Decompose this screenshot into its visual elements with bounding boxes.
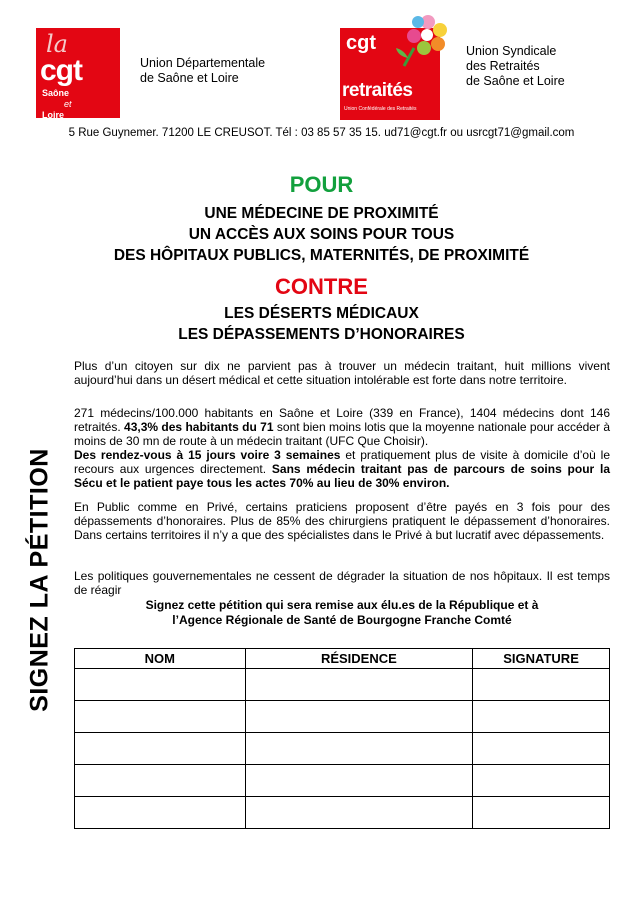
contre-heading: CONTRE [275, 274, 368, 299]
pour-line: DES HÔPITAUX PUBLICS, MATERNITÉS, DE PROXIMITÉ [113, 247, 530, 264]
logo-cgt-text: cgt [40, 54, 82, 87]
sign-instruction: Signez cette pétition qui sera remise aux élu.es de la République et à l’Agence Régionale de Santé de Bourgogne Franche Comté [145, 598, 539, 627]
signature-cell[interactable] [473, 797, 610, 829]
pour-demands [0, 203, 643, 266]
logo-la-text: la [46, 30, 68, 58]
nom-cell[interactable] [75, 701, 246, 733]
signature-cell[interactable] [473, 669, 610, 701]
column-header-residence: RÉSIDENCE [245, 649, 473, 669]
contre-line: LES DÉPASSEMENTS D’HONORAIRES [178, 326, 465, 343]
residence-cell[interactable] [245, 701, 473, 733]
logo-cgt-text: cgt [346, 32, 376, 54]
contact-address: 5 Rue Guynemer. 71200 LE CREUSOT. Tél : 03 85 57 35 15. ud71@cgt.fr ou usrcgt71@gmail.com [68, 127, 575, 139]
residence-cell[interactable] [245, 733, 473, 765]
nom-cell[interactable] [75, 733, 246, 765]
policy-paragraph: Les politiques gouvernementales ne cessent de dégrader la situation de nos hôpitaux. Il est temps de réagir [74, 569, 610, 597]
side-text: SIGNEZ LA PÉTITION [25, 448, 54, 712]
table-row [75, 701, 610, 733]
table-header-row [75, 649, 610, 669]
pour-line: UN ACCÈS AUX SOINS POUR TOUS [188, 226, 455, 243]
nom-cell[interactable] [75, 797, 246, 829]
contre-line: LES DÉSERTS MÉDICAUX [224, 305, 419, 322]
table-row [75, 669, 610, 701]
residence-cell[interactable] [245, 797, 473, 829]
logo-tagline: Union Confédérale des Retraités [344, 106, 417, 112]
pour-line: UNE MÉDECINE DE PROXIMITÉ [204, 205, 439, 222]
signature-cell[interactable] [473, 765, 610, 797]
signature-cell[interactable] [473, 701, 610, 733]
cgt-saone-et-loire-logo [36, 28, 120, 118]
pour-heading: POUR [289, 172, 354, 197]
nom-cell[interactable] [75, 765, 246, 797]
contre-demands [0, 303, 643, 345]
table-row [75, 733, 610, 765]
column-header-nom: NOM [75, 649, 246, 669]
table-row [75, 797, 610, 829]
residence-cell[interactable] [245, 765, 473, 797]
signature-cell[interactable] [473, 733, 610, 765]
nom-cell[interactable] [75, 669, 246, 701]
residence-cell[interactable] [245, 669, 473, 701]
union-syndicale-name: Union Syndicale des Retraités de Saône et Loire [466, 44, 565, 88]
petition-table [74, 648, 610, 829]
statistics-paragraph: 271 médecins/100.000 habitants en Saône et Loire (339 en France), 1404 médecins dont 146 retraités. 43,3% des habitants du 71 sont bien moins lotis que la moyenne nationale pour accéder à moins de 30 mn de route à un médecin traitant (UFC Que Choisir). Des rendez-vous à 15 jours voire 3 semaines et pratiquement plus de visite à domicile d’où le recours aux urgences directement. Sans médecin traitant pas de parcours de soins pour la Sécu et le patient paye tous les actes 70% au lieu de 30% environ. [74, 406, 611, 490]
fees-paragraph: En Public comme en Privé, certains praticiens proposent d’être payés en 3 fois pour des dépassements d’honoraires. Plus de 85% des chirurgiens pratiquent le dépassement d’honoraires. Dans certains territoires il n’y a que des spécialistes dans le Privé à but lucratif avec dépassements. [74, 500, 610, 542]
union-departementale-name: Union Départementale de Saône et Loire [140, 56, 266, 85]
logo-retraites-text: retraités [342, 80, 413, 101]
column-header-signature: SIGNATURE [473, 649, 610, 669]
table-row [75, 765, 610, 797]
flower-icon [394, 12, 454, 68]
logo-sub-text: Saône et Loire [42, 88, 72, 120]
intro-paragraph: Plus d’un citoyen sur dix ne parvient pas à trouver un médecin traitant, huit millions vivent aujourd’hui dans un désert médical et cette situation intolérable est forte dans notre territoire. [74, 359, 610, 387]
side-call-to-action [24, 405, 56, 755]
